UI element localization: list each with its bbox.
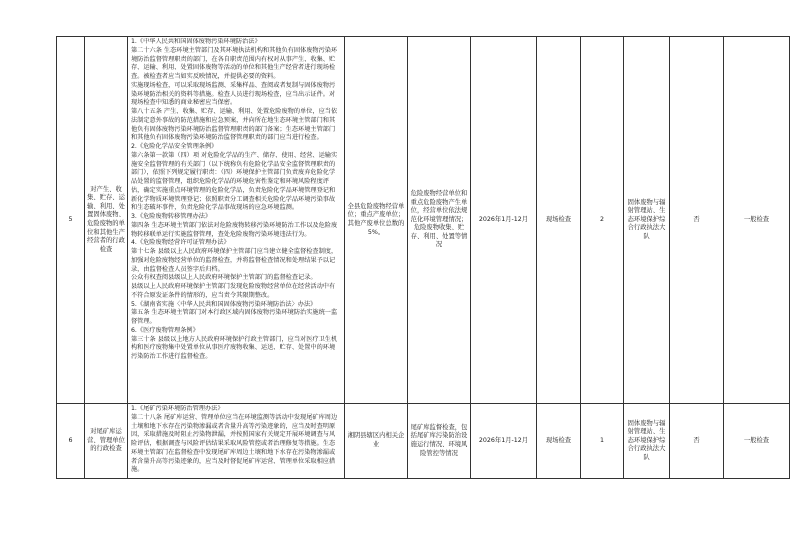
inspection-type: 一般检查 [724,404,790,479]
inspection-object: 全县危险废物经营单位；重点产废单位；其他产废单位总数的5%。 [345,37,408,404]
inspection-time: 2026年1月-12月 [471,404,537,479]
joint-inspection: 否 [670,37,724,404]
basis-line: 第四条 生态环境主管部门依法对危险废物转移污染环境防治工作以及危险废物转移联单运行实施监督管理，查处危险废物污染环境违法行为。 [131,221,338,238]
basis-line: 3.《危险废物转移管理办法》 [131,213,212,220]
inspection-type: 一般检查 [724,37,790,404]
basis-line: 第十七条 县级以上人民政府环境保护主管部门应当建立健全监督检查制度，加强对危险废物经营单位的监督检查，并将监督检查情况和处理结果予以记录，由监督检查人员签字后归档。 [131,248,338,273]
inspection-table [56,36,790,479]
inspection-item: 对尾矿库运营、管理单位的行政检查 [85,404,128,479]
basis-line: 实施现场检查，可以采取现场监测、采集样品、查阅或者复制与固体废物污染环境防治相关的资料等措施。检查人员进行现场检查，应当出示证件。对现场检查中知悉的商业秘密应当保密。 [131,81,336,107]
joint-inspection: 否 [670,404,724,479]
basis-line: 第二十八条 尾矿库运营、管理单位应当在环境监测等活动中发现尾矿库周边土壤和地下水存在污染物渗漏或者含量升高等污染迹象的，应当及时查明原因，采取措施及时阻止污染物泄漏，并按照国家有关规定开展环境调查与风险评估，根据调查与风险评估结果采取风险管控或者治理修复等措施。生态环境主管部门在监督检查中发现尾矿库周边土壤和地下水存在污染物渗漏或者含量升高等污染迹象的，应当及时督促尾矿库运营、管理单位采取相应措施。 [131,413,338,474]
basis-line: 第八十五条 产生、收集、贮存、运输、利用、处置危险废物的单位，应当依法制定意外事故的防范措施和应急预案，并向所在地生态环境主管部门和其他负有固体废物污染环境防治监督管理职责的部门备案；生态环境主管部门和其他负有固体废物污染环境防治监督管理职责的部门应当进行检查。 [131,108,338,142]
legal-basis [128,37,345,404]
inspection-count: 1 [581,404,624,479]
basis-line: 县级以上人民政府环境保护主管部门发现危险废物经营单位在经营活动中有不符合原发证条件的情形的，应当责令其限期整改。 [131,283,336,299]
basis-line: 2.《危险化学品安全管理条例》 [131,143,218,150]
inspection-department: 固体废物与辐射管理站、生态环境保护综合行政执法大队 [624,37,670,404]
inspection-content: 危险废物经营单位和重点危险废物产生单位，经营单位依法规范化环境管理情况；危险废物收集、贮存、利用、处置等情况 [408,37,471,404]
table-row [57,404,790,479]
table-row [57,37,790,404]
inspection-method: 现场检查 [537,37,581,404]
inspection-item: 对产生、收集、贮存、运输、利用、处置固体废物、危险废物的单位和其他生产经营者的行政检查 [85,37,128,404]
basis-line: 1.《尾矿污染环境防治管理办法》 [131,405,224,412]
basis-line: 公众有权查阅县级以上人民政府环境保护主管部门的监督检查记录。 [131,274,317,282]
basis-line: 第三十条 县级以上地方人民政府环境保护行政主管部门，应当对医疗卫生机构和医疗废物集中处置单位从事医疗废物收集、运送、贮存、处置中的环境污染防治工作进行监督检查。 [131,335,338,360]
legal-basis [128,404,345,479]
inspection-object: 湘阴县辖区内相关企业 [345,404,408,479]
row-number: 5 [57,37,85,404]
row-number: 6 [57,404,85,479]
inspection-method: 现场检查 [537,404,581,479]
inspection-count: 2 [581,37,624,404]
inspection-department: 固体废物与辐射管理站、生态环境保护综合行政执法大队 [624,404,670,479]
basis-line: 第二十六条 生态环境主管部门及其环境执法机构和其他负有固体废物污染环境防治监督管理职责的部门，在各自职责范围内有权对从事产生、收集、贮存、运输、利用、处置固体废物等活动的单位和其他生产经营者进行现场检查。被检查者应当如实反映情况，并提供必要的资料。 [131,46,338,80]
basis-line: 5.《湖南省实施〈中华人民共和国固体废物污染环境防治法〉办法》 [131,300,317,308]
basis-line: 第六条第一款第（四）项 对危险化学品的生产、储存、使用、经营、运输实施安全监督管理的有关部门（以下统称负有危险化学品安全监督管理职责的部门），依照下列规定履行职责：（四）环境保护主管部门负责废弃危险化学品处置的监督管理，组织危险化学品的环境危害性鉴定和环境风险程度评估，确定实施重点环境管理的危险化学品，负责危险化学品环境管理登记和新化学物质环境管理登记；依照职责分工调查相关危险化学品环境污染事故和生态破坏事件，负责危险化学品事故现场的应急环境监测。 [131,151,338,212]
inspection-time: 2026年1月-12月 [471,37,537,404]
basis-line: 第五条 生态环境主管部门对本行政区域内固体废物污染环境防治实施统一监督管理。 [131,309,338,325]
basis-line: 1.《中华人民共和国固体废物污染环境防治法》 [131,38,261,45]
basis-line: 4.《危险废物经营许可证管理办法》 [131,239,230,247]
basis-line: 6.《医疗废物管理条例》 [131,326,199,334]
inspection-content: 尾矿库监督检查，包括尾矿库污染防治设施运行情况、环境风险管控等情况 [408,404,471,479]
